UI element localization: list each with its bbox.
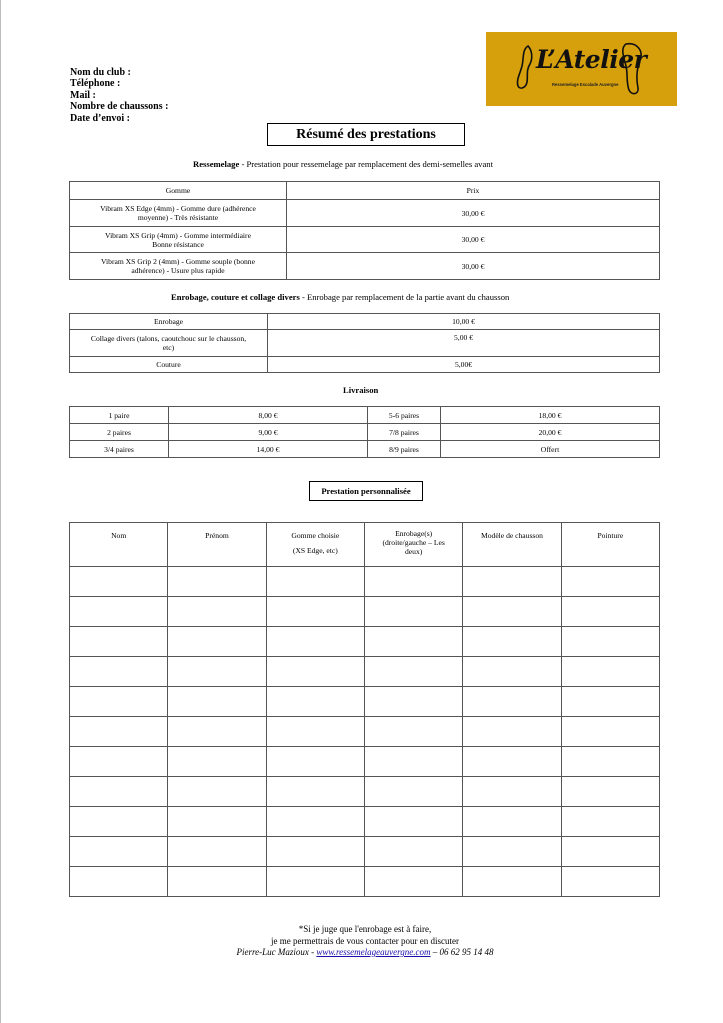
prenom-input-cell[interactable] bbox=[168, 657, 266, 687]
gomme-input-cell[interactable] bbox=[266, 597, 364, 627]
table-row bbox=[70, 441, 660, 458]
table-row bbox=[70, 407, 660, 424]
gomme-input-cell[interactable] bbox=[266, 837, 364, 867]
prenom-input-cell[interactable] bbox=[168, 597, 266, 627]
client-info-block bbox=[70, 67, 168, 124]
service-cell: Collage divers (talons, caoutchouc sur le chausson, etc) bbox=[70, 330, 268, 357]
quantity-cell: 1 paire bbox=[70, 407, 169, 424]
price-cell: Offert bbox=[441, 441, 660, 458]
table-row bbox=[70, 687, 660, 717]
table-row bbox=[70, 597, 660, 627]
modele-input-cell[interactable] bbox=[463, 567, 561, 597]
author-name: Pierre-Luc Mazioux - bbox=[236, 947, 317, 957]
nom-input-cell[interactable] bbox=[70, 747, 168, 777]
table-row bbox=[70, 627, 660, 657]
enrobage-heading bbox=[171, 292, 509, 302]
price-cell: 9,00 € bbox=[169, 424, 368, 441]
gomme-input-cell[interactable] bbox=[266, 657, 364, 687]
footer bbox=[200, 924, 530, 959]
modele-input-cell[interactable] bbox=[463, 777, 561, 807]
enrobage-input-cell[interactable] bbox=[364, 657, 462, 687]
prenom-input-cell[interactable] bbox=[168, 837, 266, 867]
pointure-input-cell[interactable] bbox=[561, 777, 659, 807]
service-cell: Couture bbox=[70, 357, 268, 373]
modele-input-cell[interactable] bbox=[463, 597, 561, 627]
enrobage-input-cell[interactable] bbox=[364, 867, 462, 897]
service-cell: Enrobage bbox=[70, 314, 268, 330]
table-row bbox=[70, 330, 660, 357]
modele-input-cell[interactable] bbox=[463, 687, 561, 717]
table-row bbox=[70, 867, 660, 897]
enrobage-title: Enrobage, couture et collage divers bbox=[171, 292, 300, 302]
price-cell: 5,00 € bbox=[268, 330, 660, 357]
nom-input-cell[interactable] bbox=[70, 567, 168, 597]
prenom-input-cell[interactable] bbox=[168, 747, 266, 777]
table-row bbox=[70, 314, 660, 330]
ressemelage-table bbox=[69, 181, 660, 280]
ressemelage-description: - Prestation pour ressemelage par remplacement des demi-semelles avant bbox=[239, 159, 493, 169]
brand-logo bbox=[486, 32, 677, 106]
prenom-input-cell[interactable] bbox=[168, 567, 266, 597]
gomme-cell: Vibram XS Edge (4mm) - Gomme dure (adhérence moyenne) - Très résistante bbox=[70, 200, 287, 227]
website-link[interactable]: www.ressemelageauvergne.com bbox=[316, 947, 431, 957]
prenom-input-cell[interactable] bbox=[168, 807, 266, 837]
table-header-row bbox=[70, 523, 660, 567]
price-cell: 20,00 € bbox=[441, 424, 660, 441]
contact-phone: – 06 62 95 14 48 bbox=[430, 947, 494, 957]
nom-input-cell[interactable] bbox=[70, 867, 168, 897]
table-row bbox=[70, 777, 660, 807]
table-row bbox=[70, 227, 660, 253]
table-row bbox=[70, 424, 660, 441]
gomme-cell: Vibram XS Grip (4mm) - Gomme intermédiaire Bonne résistance bbox=[70, 227, 287, 253]
livraison-table bbox=[69, 406, 660, 458]
modele-input-cell[interactable] bbox=[463, 657, 561, 687]
column-header-enrobage: Enrobage(s) (droite/gauche – Les deux) bbox=[364, 523, 462, 567]
modele-input-cell[interactable] bbox=[463, 867, 561, 897]
modele-input-cell[interactable] bbox=[463, 627, 561, 657]
table-row bbox=[70, 717, 660, 747]
table-row bbox=[70, 200, 660, 227]
phone-field-label: Téléphone : bbox=[70, 78, 121, 90]
prenom-input-cell[interactable] bbox=[168, 627, 266, 657]
page-title: Résumé des prestations bbox=[267, 123, 465, 146]
modele-input-cell[interactable] bbox=[463, 717, 561, 747]
nom-input-cell[interactable] bbox=[70, 597, 168, 627]
price-cell: 8,00 € bbox=[169, 407, 368, 424]
livraison-heading: Livraison bbox=[343, 385, 379, 395]
column-header-prenom: Prénom bbox=[168, 523, 266, 567]
ressemelage-heading bbox=[193, 159, 493, 169]
prenom-input-cell[interactable] bbox=[168, 777, 266, 807]
table-row bbox=[70, 747, 660, 777]
gomme-input-cell[interactable] bbox=[266, 867, 364, 897]
pointure-input-cell[interactable] bbox=[561, 627, 659, 657]
column-header-gomme: Gomme bbox=[70, 182, 287, 200]
gomme-input-cell[interactable] bbox=[266, 717, 364, 747]
enrobage-input-cell[interactable] bbox=[364, 627, 462, 657]
column-header-prix: Prix bbox=[287, 182, 660, 200]
prenom-input-cell[interactable] bbox=[168, 867, 266, 897]
date-field-label: Date d’envoi : bbox=[70, 112, 130, 124]
footer-signature bbox=[200, 947, 530, 959]
custom-order-table bbox=[69, 522, 660, 897]
nom-input-cell[interactable] bbox=[70, 807, 168, 837]
pairs-field-label: Nombre de chaussons : bbox=[70, 101, 169, 113]
gomme-input-cell[interactable] bbox=[266, 627, 364, 657]
club-field-label: Nom du club : bbox=[70, 67, 131, 78]
gomme-input-cell[interactable] bbox=[266, 747, 364, 777]
nom-input-cell[interactable] bbox=[70, 717, 168, 747]
price-cell: 10,00 € bbox=[268, 314, 660, 330]
quantity-cell: 7/8 paires bbox=[368, 424, 441, 441]
gomme-input-cell[interactable] bbox=[266, 687, 364, 717]
nom-input-cell[interactable] bbox=[70, 627, 168, 657]
enrobage-input-cell[interactable] bbox=[364, 597, 462, 627]
table-row bbox=[70, 253, 660, 280]
pointure-input-cell[interactable] bbox=[561, 807, 659, 837]
footer-note-line2: je me permettrais de vous contacter pour en discuter bbox=[271, 935, 459, 946]
quantity-cell: 5-6 paires bbox=[368, 407, 441, 424]
logo-title: L’Atelier bbox=[536, 45, 647, 74]
gomme-cell: Vibram XS Grip 2 (4mm) - Gomme souple (bonne adhérence) - Usure plus rapide bbox=[70, 253, 287, 280]
table-row bbox=[70, 567, 660, 597]
nom-input-cell[interactable] bbox=[70, 837, 168, 867]
pointure-input-cell[interactable] bbox=[561, 687, 659, 717]
price-cell: 30,00 € bbox=[287, 200, 660, 227]
price-cell: 30,00 € bbox=[287, 227, 660, 253]
price-cell: 5,00€ bbox=[268, 357, 660, 373]
enrobage-input-cell[interactable] bbox=[364, 687, 462, 717]
logo-subtitle: Ressemelage Escalade Auvergne bbox=[552, 82, 619, 87]
table-row bbox=[70, 357, 660, 373]
column-header-pointure: Pointure bbox=[561, 523, 659, 567]
column-header-nom: Nom bbox=[70, 523, 168, 567]
enrobage-input-cell[interactable] bbox=[364, 807, 462, 837]
enrobage-input-cell[interactable] bbox=[364, 747, 462, 777]
pointure-input-cell[interactable] bbox=[561, 837, 659, 867]
gomme-input-cell[interactable] bbox=[266, 567, 364, 597]
price-cell: 30,00 € bbox=[287, 253, 660, 280]
pointure-input-cell[interactable] bbox=[561, 657, 659, 687]
pointure-input-cell[interactable] bbox=[561, 747, 659, 777]
enrobage-table bbox=[69, 313, 660, 373]
mail-field-label: Mail : bbox=[70, 89, 96, 101]
enrobage-input-cell[interactable] bbox=[364, 717, 462, 747]
quantity-cell: 3/4 paires bbox=[70, 441, 169, 458]
price-cell: 14,00 € bbox=[169, 441, 368, 458]
pointure-input-cell[interactable] bbox=[561, 567, 659, 597]
nom-input-cell[interactable] bbox=[70, 657, 168, 687]
prenom-input-cell[interactable] bbox=[168, 717, 266, 747]
footer-note-line1: *Si je juge que l'enrobage est à faire, bbox=[298, 924, 432, 934]
enrobage-input-cell[interactable] bbox=[364, 777, 462, 807]
table-row bbox=[70, 807, 660, 837]
column-header-gomme: Gomme choisie (XS Edge, etc) bbox=[266, 523, 364, 567]
enrobage-description: - Enrobage par remplacement de la partie avant du chausson bbox=[299, 292, 510, 302]
enrobage-input-cell[interactable] bbox=[364, 837, 462, 867]
pointure-input-cell[interactable] bbox=[561, 867, 659, 897]
quantity-cell: 2 paires bbox=[70, 424, 169, 441]
pointure-input-cell[interactable] bbox=[561, 597, 659, 627]
nom-input-cell[interactable] bbox=[70, 777, 168, 807]
gomme-input-cell[interactable] bbox=[266, 777, 364, 807]
nom-input-cell[interactable] bbox=[70, 687, 168, 717]
enrobage-input-cell[interactable] bbox=[364, 567, 462, 597]
modele-input-cell[interactable] bbox=[463, 837, 561, 867]
table-row bbox=[70, 657, 660, 687]
prenom-input-cell[interactable] bbox=[168, 687, 266, 717]
custom-service-label: Prestation personnalisée bbox=[309, 481, 423, 501]
pointure-input-cell[interactable] bbox=[561, 717, 659, 747]
page-edge bbox=[0, 0, 1, 1023]
quantity-cell: 8/9 paires bbox=[368, 441, 441, 458]
table-header-row bbox=[70, 182, 660, 200]
modele-input-cell[interactable] bbox=[463, 807, 561, 837]
table-row bbox=[70, 837, 660, 867]
column-header-modele: Modèle de chausson bbox=[463, 523, 561, 567]
gomme-input-cell[interactable] bbox=[266, 807, 364, 837]
price-cell: 18,00 € bbox=[441, 407, 660, 424]
modele-input-cell[interactable] bbox=[463, 747, 561, 777]
ressemelage-title: Ressemelage bbox=[193, 159, 240, 169]
